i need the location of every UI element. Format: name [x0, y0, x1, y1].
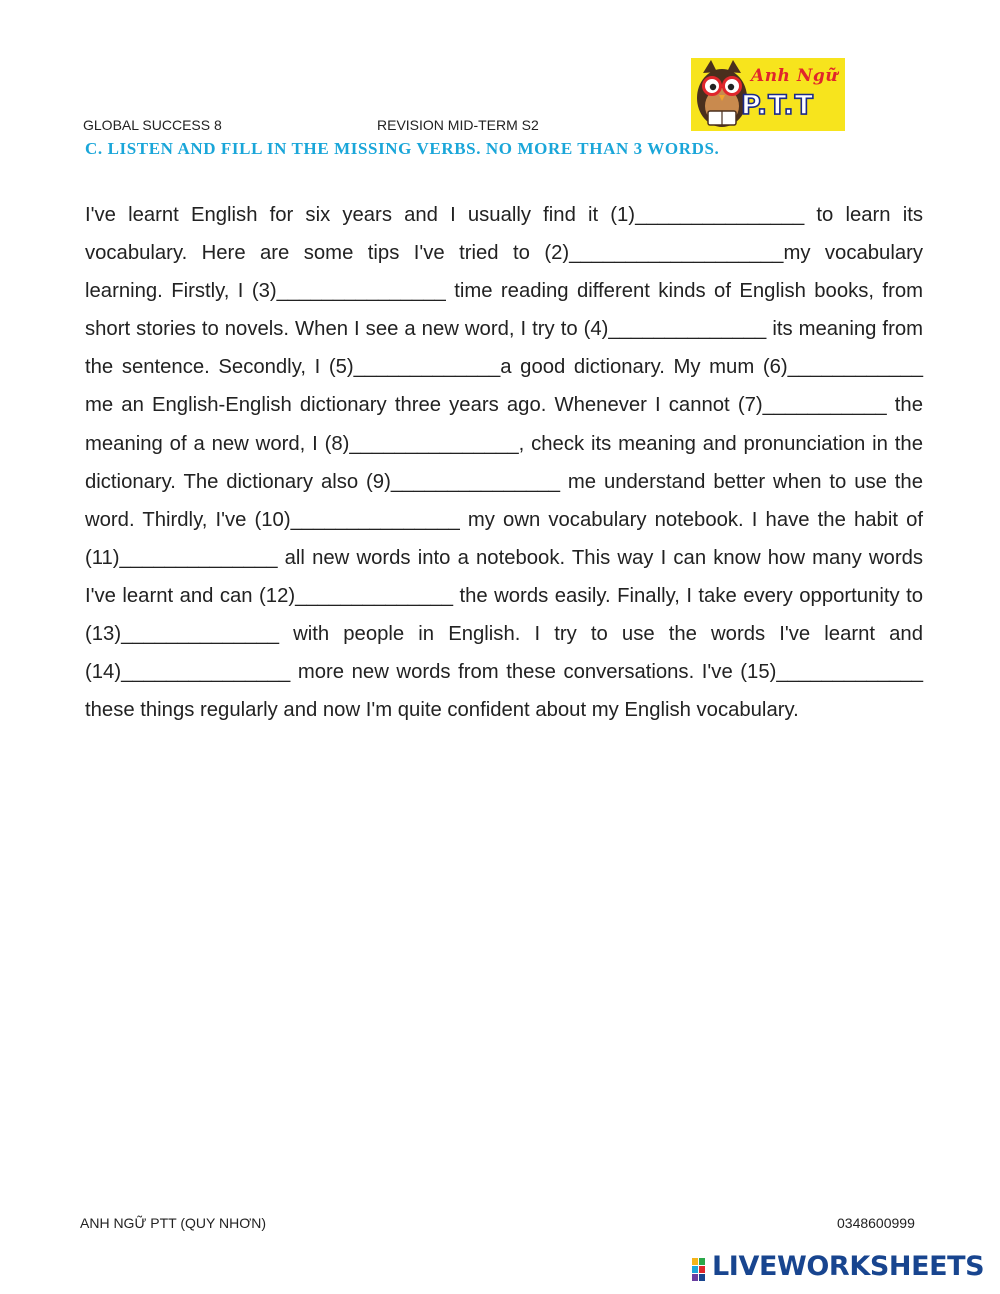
brand-logo	[691, 58, 845, 131]
liveworksheets-watermark: LIVEWORKSHEETS	[712, 1251, 985, 1282]
liveworksheets-icon	[692, 1258, 706, 1282]
footer-phone: 0348600999	[837, 1215, 915, 1231]
section-title: C. LISTEN AND FILL IN THE MISSING VERBS. NO MORE THAN 3 WORDS.	[85, 139, 720, 158]
header-test-title: REVISION MID-TERM S2	[377, 117, 539, 133]
logo-text-bottom: P.T.T	[741, 90, 815, 121]
footer-center-name: ANH NGỮ PTT (QUY NHƠN)	[80, 1215, 267, 1231]
header-course-name: GLOBAL SUCCESS 8	[83, 117, 222, 133]
logo-text-top: Anh Ngữ	[751, 66, 839, 86]
passage-text: I've learnt English for six years and I usually find it (1)_______________ to learn its vocabulary. Here are some tips I've tried to (2)___________________my vocabulary learning. Firstly, I (3)_______________ time reading different kinds of English books, from short stories to novels. When I see a new word, I try to (4)______________ its meaning from the sentence. Secondly, I (5)_____________a good dictionary. My mum (6)____________ me an English-English dictionary three years ago. Whenever I cannot (7)___________ the meaning of a new word, I (8)_______________, check its meaning and pronunciation in the dictionary. The dictionary also (9)_______________ me understand better when to use the word. Thirdly, I've (10)_______________ my own vocabulary notebook. I have the habit of (11)______________ all new words into a notebook. This way I can know how many words I've learnt and can (12)______________ the words easily. Finally, I take every opportunity to (13)______________ with people in English. I try to use the words I've learnt and (14)_______________ more new words from these conversations. I've (15)_____________ these things regularly and now I'm quite confident about my English vocabulary.	[85, 204, 923, 722]
